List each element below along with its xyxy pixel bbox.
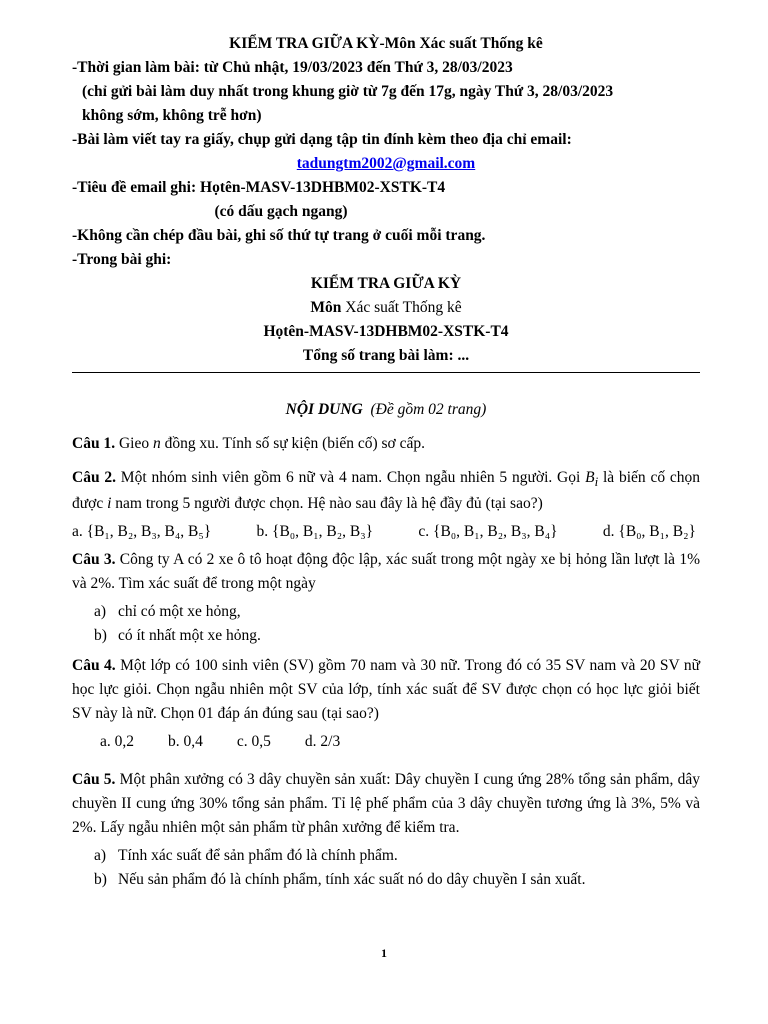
exam-title: KIỂM TRA GIỮA KỲ-Môn Xác suất Thống kê bbox=[229, 35, 543, 52]
question-3-part-a-text: chỉ có một xe hỏng, bbox=[118, 603, 241, 621]
question-5-text: Một phân xưởng có 3 dây chuyền sản xuất: Dây chuyền I cung ứng 28% tổng sản phẩm, dây chuyền II cung ứng 30% tổng sản phẩm. Tỉ lệ phế phẩm của 3 dây chuyền tương ứng là 3%, 5% và 2%. Lấy ngẫu nhiên một sản phẩm từ phân xưởng để kiểm tra. bbox=[72, 771, 700, 837]
in-paper-label: -Trong bài ghi: bbox=[72, 251, 172, 269]
question-5-part-a-text: Tính xác suất để sản phẩm đó là chính phẩm. bbox=[118, 847, 398, 865]
question-2 bbox=[72, 466, 700, 516]
question-4 bbox=[72, 654, 700, 726]
question-3-part-b-label: b) bbox=[94, 627, 107, 645]
question-2-var-i: i bbox=[594, 474, 599, 490]
question-2-var-B: B bbox=[585, 469, 595, 487]
paper-heading-1: KIỂM TRA GIỮA KỲ bbox=[310, 275, 462, 293]
question-3-text: Công ty A có 2 xe ô tô hoạt động độc lập, xác suất trong một ngày xe bị hỏng lần lượt là 1% và 2%. Tìm xác suất để trong một ngày bbox=[72, 551, 700, 593]
paper-heading-2 bbox=[72, 296, 700, 320]
question-2-option-d: d. {B₀, B₁, B₂} bbox=[602, 523, 696, 541]
question-1-text-b: đồng xu. Tính số sự kiện (biến cố) sơ cấp. bbox=[160, 435, 425, 453]
exam-content bbox=[72, 398, 700, 892]
question-2-option-b: b. {B₀, B₁, B₂, B₃} bbox=[256, 523, 374, 541]
question-2-text-c: nam trong 5 người được chọn. Hệ nào sau đây là hệ đầy đủ (tại sao?) bbox=[111, 495, 543, 513]
question-4-text: Một lớp có 100 sinh viên (SV) gồm 70 nam và 30 nữ. Trong đó có 35 SV nam và 20 SV nữ học lực giỏi. Chọn ngẫu nhiên một SV của lớp, tính xác suất để SV được chọn có học lực giỏi biết SV này là nữ. Chọn 01 đáp án đúng sau (tại sao?) bbox=[72, 657, 700, 723]
time-line: -Thời gian làm bài: từ Chủ nhật, 19/03/2023 đến Thứ 3, 28/03/2023 bbox=[72, 59, 513, 77]
question-1 bbox=[72, 432, 700, 456]
question-2-option-c: c. {B₀, B₁, B₂, B₃, B₄} bbox=[418, 523, 558, 541]
paper-heading-4: Tổng số trang bài làm: ... bbox=[302, 347, 470, 365]
question-3-part-a bbox=[72, 600, 700, 624]
question-3-part-b bbox=[72, 624, 700, 648]
question-2-text-a: Một nhóm sinh viên gồm 6 nữ và 4 nam. Chọn ngẫu nhiên 5 người. Gọi bbox=[116, 469, 586, 487]
question-3-label: Câu 3. bbox=[72, 551, 116, 569]
question-5-part-b-label: b) bbox=[94, 871, 107, 889]
content-heading-note: (Đề gồm 02 trang) bbox=[370, 401, 487, 418]
question-2-var-i2: i bbox=[107, 495, 112, 513]
question-2-label: Câu 2. bbox=[72, 469, 116, 487]
question-3-part-b-text: có ít nhất một xe hỏng. bbox=[118, 627, 261, 645]
question-1-var-n: n bbox=[152, 435, 161, 453]
time-note-1: (chỉ gửi bài làm duy nhất trong khung giờ từ 7g đến 17g, ngày Thứ 3, 28/03/2023 bbox=[82, 83, 614, 101]
email-subject-note: (có dấu gạch ngang) bbox=[214, 203, 348, 221]
question-1-label: Câu 1. bbox=[72, 435, 116, 453]
question-4-option-b: b. 0,4 bbox=[168, 733, 203, 751]
question-4-label: Câu 4. bbox=[72, 657, 116, 675]
question-4-option-a: a. 0,2 bbox=[100, 733, 135, 751]
page-number: 1 bbox=[381, 946, 387, 960]
question-3-part-a-label: a) bbox=[94, 603, 107, 621]
paper-heading-2-rest: Xác suất Thống kê bbox=[341, 299, 462, 317]
paper-heading-2-bold: Môn bbox=[310, 299, 342, 317]
time-note-2: không sớm, không trễ hơn) bbox=[82, 107, 262, 125]
question-5-label: Câu 5. bbox=[72, 771, 116, 789]
question-5-part-a bbox=[72, 844, 700, 868]
question-2-option-a: a. {B₁, B₂, B₃, B₄, B₅} bbox=[72, 523, 212, 541]
question-2-options bbox=[72, 520, 700, 544]
question-5-part-b-text: Nếu sản phẩm đó là chính phẩm, tính xác suất nó do dây chuyền I sản xuất. bbox=[118, 871, 586, 889]
question-4-options bbox=[72, 730, 700, 754]
question-5-part-b bbox=[72, 868, 700, 892]
question-3 bbox=[72, 548, 700, 596]
divider bbox=[72, 372, 700, 373]
content-heading bbox=[72, 398, 700, 422]
email-link[interactable]: tadungtm2002@gmail.com bbox=[296, 155, 476, 173]
exam-instructions bbox=[72, 32, 700, 368]
question-1-text-a: Gieo bbox=[115, 435, 153, 453]
question-4-option-d: d. 2/3 bbox=[304, 733, 341, 751]
question-2-text-b: là biến cố chọn được bbox=[72, 469, 701, 513]
question-5-part-a-label: a) bbox=[94, 847, 107, 865]
question-5 bbox=[72, 768, 700, 840]
submit-instruction: -Bài làm viết tay ra giấy, chụp gửi dạng tập tin đính kèm theo địa chỉ email: bbox=[72, 131, 572, 149]
question-4-option-c: c. 0,5 bbox=[236, 733, 271, 751]
no-copy-instruction: -Không cần chép đầu bài, ghi số thứ tự trang ở cuối mỗi trang. bbox=[72, 227, 486, 245]
content-heading-title: NỘI DUNG bbox=[285, 401, 363, 418]
paper-heading-3: Họtên-MASV-13DHBM02-XSTK-T4 bbox=[263, 323, 509, 341]
email-subject-line: -Tiêu đề email ghi: Họtên-MASV-13DHBM02-XSTK-T4 bbox=[72, 179, 446, 197]
